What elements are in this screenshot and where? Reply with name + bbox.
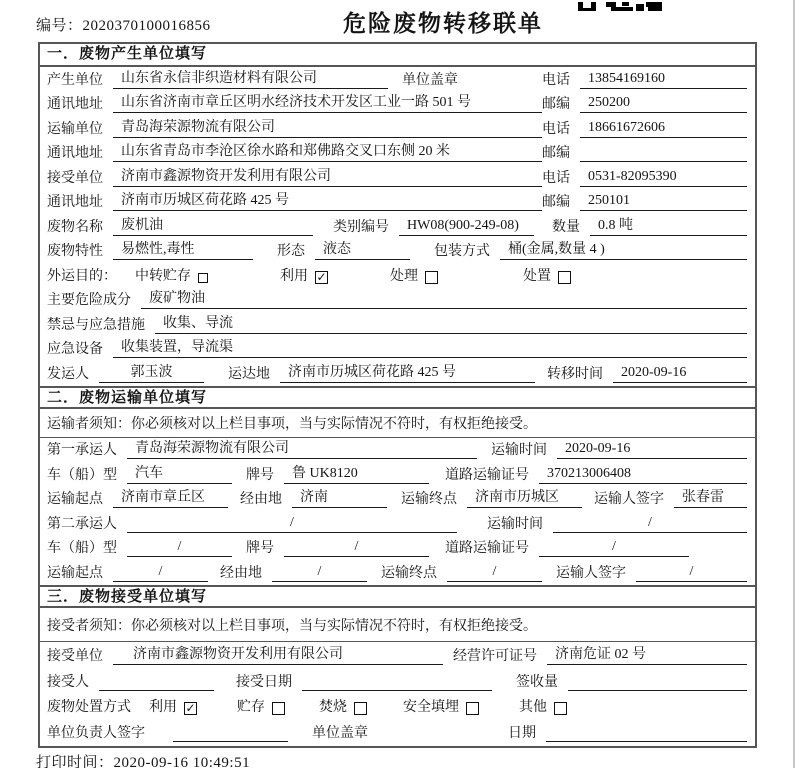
- receive-unit-label: 接受单位: [47, 170, 103, 186]
- option-label: 利用: [149, 700, 177, 716]
- waste-transfer-form: [38, 42, 757, 748]
- responsible-sign-row: [40, 719, 755, 745]
- route-via-value: /: [272, 564, 367, 582]
- destination-label: 运达地: [228, 366, 270, 382]
- main-hazard-label: 主要危险成分: [47, 293, 131, 308]
- checkbox-unchecked-icon: [425, 271, 438, 284]
- producer-address-value: 山东省济南市章丘区明水经济技术开发区工业一路 501 号: [113, 91, 542, 113]
- print-time-value: 2020-09-16 10:49:51: [113, 755, 251, 768]
- waste-character-row: [40, 239, 755, 264]
- form-state-value: 液态: [315, 238, 410, 260]
- transport-time-label: 运输时间: [487, 516, 543, 532]
- carrier2-vehicle-row: [40, 536, 755, 561]
- road-license-value: /: [539, 539, 689, 557]
- carrier1-name-row: [40, 438, 755, 463]
- emergency-equipment-label: 应急设备: [47, 342, 103, 357]
- package-value: 桶(金属,数量 4 ): [500, 238, 747, 260]
- option-label: 利用: [280, 268, 308, 284]
- category-code-label: 类别编号: [333, 219, 389, 235]
- receive-address-value: 济南市历城区荷花路 425 号: [113, 189, 542, 211]
- route-end-value: 济南市历城区: [467, 486, 582, 508]
- checkbox-unchecked-icon: [554, 702, 567, 715]
- option-label: 处置: [523, 268, 551, 284]
- purpose-label: 外运目的：: [47, 268, 117, 284]
- option-label: 安全填埋: [403, 700, 459, 716]
- address-label: 通讯地址: [47, 97, 103, 112]
- emergency-equipment-value: 收集装置，导流渠: [113, 336, 747, 358]
- vehicle-type-label: 车（船）型: [47, 467, 117, 483]
- address-label: 通讯地址: [47, 146, 103, 161]
- plate-value: 鲁 UK8120: [284, 462, 429, 484]
- transport-phone-value: 18661672606: [580, 120, 747, 138]
- zip-label: 邮编: [542, 97, 570, 112]
- vehicle-type-value: 汽车: [127, 462, 232, 484]
- business-license-label: 经营许可证号: [453, 648, 537, 664]
- receiver-notice: 接受者须知：你必须核对以上栏目事项，当与实际情况不符时，有权拒绝接受。: [40, 608, 755, 642]
- date-label: 日期: [508, 726, 536, 742]
- purpose-option-treat: [390, 265, 438, 285]
- main-hazard-row: [40, 288, 755, 313]
- carrier2-label: 第二承运人: [47, 516, 117, 532]
- consignor-row: [40, 361, 755, 386]
- receive-zip-group: [542, 191, 747, 211]
- disposal-method-row: [40, 694, 755, 720]
- plate-value: /: [284, 539, 429, 557]
- route-start-label: 运输起点: [47, 492, 103, 508]
- producer-address-row: [40, 92, 755, 117]
- plate-label: 牌号: [246, 541, 274, 557]
- route-end-label: 运输终点: [381, 566, 437, 582]
- serial-label: 编号：: [36, 18, 83, 34]
- disposal-option-landfill: [403, 696, 479, 716]
- route-via-label: 经由地: [220, 566, 262, 582]
- checkbox-unchecked-icon: [354, 702, 367, 715]
- disposal-option-utilize: [149, 696, 197, 716]
- consignor-label: 发运人: [47, 366, 89, 382]
- signed-amount-value: [568, 689, 747, 691]
- road-license-label: 道路运输证号: [445, 467, 529, 483]
- producer-zip-value: 250200: [580, 95, 747, 113]
- responsible-sign-label: 单位负责人签字: [47, 726, 145, 742]
- carrier1-vehicle-row: [40, 462, 755, 487]
- consignor-value: 郭玉波: [99, 361, 204, 383]
- transfer-time-label: 转移时间: [547, 366, 603, 382]
- phone-label: 电话: [542, 121, 570, 137]
- route-end-label: 运输终点: [401, 492, 457, 508]
- taboo-measures-label: 禁忌与应急措施: [47, 317, 145, 333]
- carrier2-route-row: [40, 560, 755, 585]
- checkbox-unchecked-icon: [558, 271, 571, 284]
- waste-name-row: [40, 214, 755, 239]
- transport-unit-row: [40, 116, 755, 141]
- disposal-option-storage: [237, 696, 285, 716]
- receive-unit-row: [40, 165, 755, 190]
- phone-label: 电话: [542, 72, 570, 88]
- transport-address-value: 山东省青岛市李沧区徐水路和郑佛路交叉口东侧 20 米: [113, 140, 542, 162]
- option-label: 中转贮存: [135, 268, 191, 284]
- receive-phone-group: [542, 167, 747, 187]
- category-code-value: HW08(900-249-08): [399, 218, 534, 236]
- checkbox-checked-icon: ✓: [316, 269, 327, 284]
- section-2-title: 二．废物运输单位填写: [40, 386, 755, 409]
- waste-character-label: 废物特性: [47, 244, 103, 259]
- checkbox-unchecked-icon: [272, 702, 285, 715]
- receive-date-label: 接受日期: [236, 674, 292, 690]
- transporter-sign-value: /: [636, 564, 747, 582]
- receiver-label: 接受人: [47, 674, 89, 690]
- receiver-value: [99, 689, 214, 691]
- page-title: 危险废物转移联单: [343, 11, 543, 36]
- option-label: 焚烧: [319, 700, 347, 716]
- print-time-label: 打印时间：: [36, 755, 114, 768]
- quantity-label: 数量: [552, 219, 580, 235]
- route-start-value: 济南市章丘区: [113, 486, 228, 508]
- transport-address-row: [40, 141, 755, 166]
- receive-unit-value: 济南市鑫源物资开发利用有限公司: [113, 165, 542, 187]
- road-license-label: 道路运输证号: [445, 541, 529, 557]
- zip-label: 邮编: [542, 146, 570, 161]
- transporter-sign-value: 张春雷: [674, 486, 747, 508]
- route-via-label: 经由地: [240, 492, 282, 508]
- purpose-option-transfer-storage: [135, 265, 208, 285]
- route-start-value: /: [113, 564, 208, 582]
- option-label: 贮存: [237, 700, 265, 716]
- transport-zip-group: [542, 142, 747, 162]
- window-right-edge: [793, 0, 795, 768]
- carrier1-route-row: [40, 487, 755, 512]
- section-1-title: 一．废物产生单位填写: [40, 44, 755, 67]
- road-license-value: 370213006408: [539, 466, 747, 484]
- unit-seal-label: 单位盖章: [402, 72, 458, 88]
- qr-code-icon: [578, 0, 662, 16]
- transporter-sign-label: 运输人签字: [556, 566, 626, 582]
- taboo-measures-row: [40, 312, 755, 337]
- checkbox-unchecked-icon: [466, 702, 479, 715]
- receive-phone-value: 0531-82095390: [580, 169, 747, 187]
- responsible-sign-value: [173, 740, 288, 742]
- transport-time-label: 运输时间: [491, 443, 547, 459]
- producer-phone-value: 13854169160: [580, 71, 747, 89]
- route-end-value: /: [447, 564, 542, 582]
- quantity-value: 0.8 吨: [590, 214, 747, 236]
- producer-unit-label: 产生单位: [47, 72, 103, 88]
- transport-phone-group: [542, 118, 747, 138]
- section-3-title: 三．废物接受单位填写: [40, 585, 755, 608]
- print-time-line: [36, 751, 250, 768]
- route-via-value: 济南: [292, 486, 387, 508]
- unit-seal-label: 单位盖章: [312, 726, 368, 742]
- receive-address-row: [40, 190, 755, 215]
- producer-zip-group: [542, 93, 747, 113]
- date-value: [546, 740, 747, 742]
- waste-name-value: 废机油: [113, 214, 313, 236]
- main-hazard-value: 废矿物油: [141, 287, 747, 309]
- carrier1-value: 青岛海荣源物流有限公司: [127, 437, 477, 459]
- receiver-row: [40, 668, 755, 694]
- package-label: 包装方式: [434, 244, 490, 259]
- transport-unit-label: 运输单位: [47, 121, 103, 137]
- carrier2-value: /: [127, 515, 457, 533]
- vehicle-type-label: 车（船）型: [47, 541, 117, 557]
- receive-zip-value: 250101: [580, 193, 747, 211]
- transporter-notice: 运输者须知：你必须核对以上栏目事项，当与实际情况不符时，有权拒绝接受。: [40, 409, 755, 438]
- phone-label: 电话: [542, 170, 570, 186]
- business-license-value: 济南危证 02 号: [547, 643, 747, 665]
- receive-date-value: [302, 689, 492, 691]
- receive-unit-label: 接受单位: [47, 648, 103, 664]
- producer-unit-row: [40, 67, 755, 92]
- disposal-method-label: 废物处置方式: [47, 700, 131, 716]
- carrier2-time-value: /: [553, 515, 747, 533]
- emergency-equipment-row: [40, 337, 755, 362]
- carrier1-time-value: 2020-09-16: [557, 441, 747, 459]
- purpose-row: [40, 263, 755, 288]
- form-state-label: 形态: [277, 244, 305, 259]
- serial-number: 2020370100016856: [82, 18, 211, 34]
- producer-unit-value: 山东省永信非织造材料有限公司: [113, 67, 388, 89]
- vehicle-type-value: /: [127, 539, 232, 557]
- plate-label: 牌号: [246, 467, 274, 483]
- transport-unit-value: 青岛海荣源物流有限公司: [113, 116, 542, 138]
- route-start-label: 运输起点: [47, 566, 103, 582]
- address-label: 通讯地址: [47, 195, 103, 210]
- signed-amount-label: 签收量: [516, 674, 558, 690]
- option-label: 其他: [519, 700, 547, 716]
- destination-value: 济南市历城区荷花路 425 号: [280, 361, 535, 383]
- receive-unit-value: 济南市鑫源物资开发利用有限公司: [113, 643, 443, 665]
- option-label: 处理: [390, 268, 418, 284]
- taboo-measures-value: 收集、导流: [155, 312, 747, 334]
- checkbox-unchecked-icon: [198, 273, 208, 283]
- disposal-option-other: [519, 696, 567, 716]
- purpose-option-dispose: [523, 265, 571, 285]
- zip-label: 邮编: [542, 195, 570, 210]
- transporter-sign-label: 运输人签字: [594, 492, 664, 508]
- carrier2-name-row: [40, 511, 755, 536]
- transport-zip-value: [580, 160, 747, 162]
- carrier1-label: 第一承运人: [47, 443, 117, 459]
- waste-name-label: 废物名称: [47, 219, 103, 235]
- checkbox-checked-icon: ✓: [185, 701, 196, 716]
- receive-unit-row-2: [40, 642, 755, 668]
- disposal-option-incinerate: [319, 696, 367, 716]
- transfer-time-value: 2020-09-16: [613, 365, 747, 383]
- purpose-option-utilize: [280, 265, 328, 285]
- waste-character-value: 易燃性,毒性: [113, 238, 253, 260]
- producer-phone-group: [542, 69, 747, 89]
